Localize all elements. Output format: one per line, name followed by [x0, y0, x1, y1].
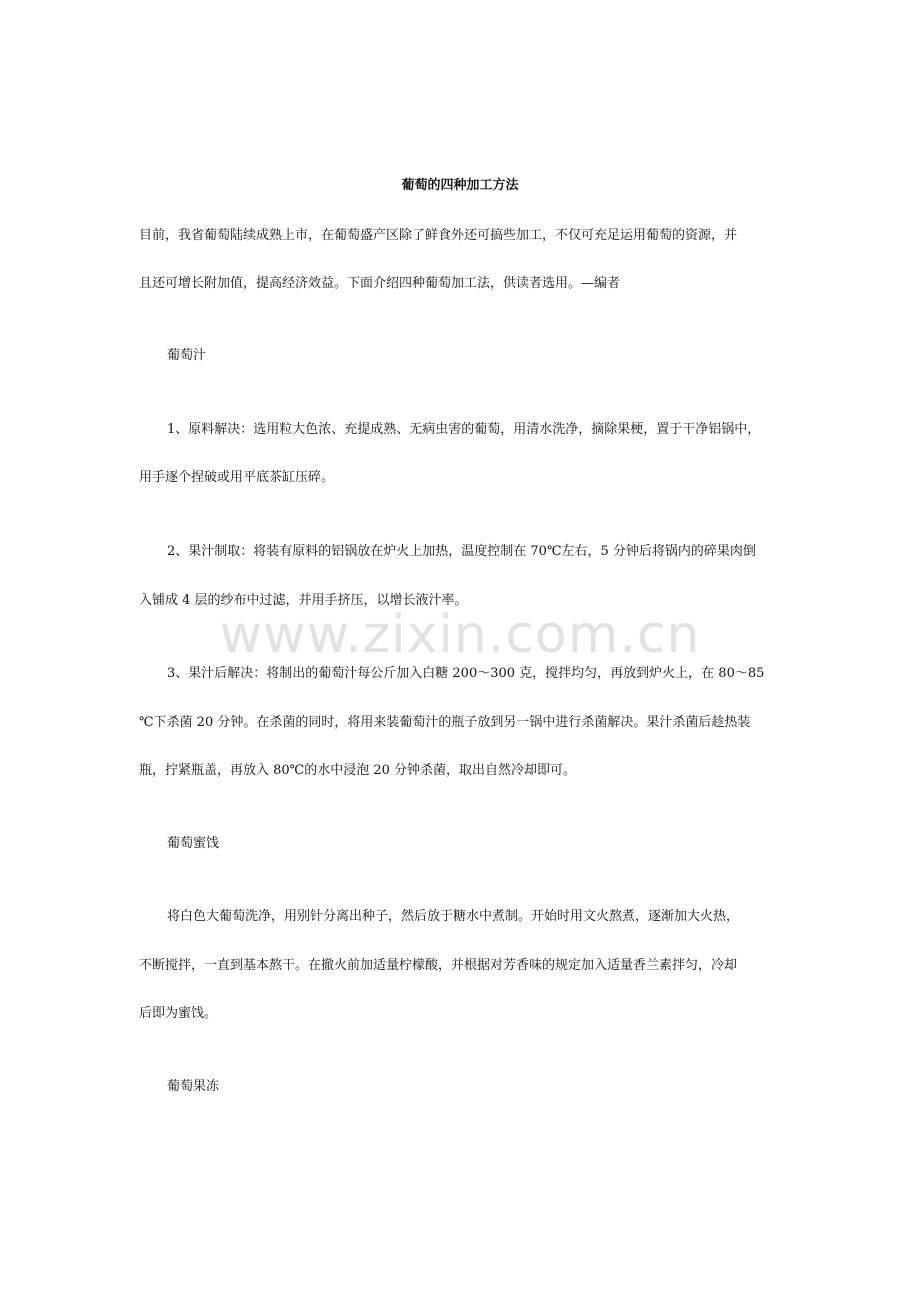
juice-step3-line-1: 3、果汁后解决：将制出的葡萄汁每公斤加入白糖 200～300 克，搅拌均匀，再放到炉火上，在 80～85	[167, 666, 765, 681]
intro-line-2: 且还可增长附加值，提高经济效益。下面介绍四种葡萄加工法，供读者选用。—编者	[139, 276, 621, 291]
juice-step3-line-3: 瓶，拧紧瓶盖，再放入 80℃的水中浸泡 20 分钟杀菌，取出自然冷却即可。	[139, 763, 577, 778]
juice-step2-line-2: 入铺成 4 层的纱布中过滤，并用手挤压，以增长液汁率。	[139, 593, 468, 608]
candied-body-line-1: 将白色大葡萄洗净，用别针分离出种子，然后放于糖水中煮制。开始时用文火熬煮，逐渐加大火热，	[167, 909, 740, 924]
document-title: 葡萄的四种加工方法	[401, 178, 519, 193]
section-heading-jelly: 葡萄果冻	[167, 1079, 220, 1094]
juice-step1-line-1: 1、原料解决：选用粒大色浓、充提成熟、无病虫害的葡萄，用清水洗净，摘除果梗，置于干净铝锅中，	[167, 422, 761, 437]
juice-step3-line-2: ℃下杀菌 20 分钟。在杀菌的同时，将用来装葡萄汁的瓶子放到另一锅中进行杀菌解决。果汁杀菌后趁热装	[139, 715, 751, 730]
juice-step2-line-1: 2、果汁制取：将装有原料的铝锅放在炉火上加热，温度控制在 70℃左右，5 分钟后将锅内的碎果肉倒	[167, 544, 756, 559]
section-heading-candied: 葡萄蜜饯	[167, 836, 220, 851]
juice-step1-line-2: 用手逐个捏破或用平底茶缸压碎。	[139, 470, 335, 485]
watermark-text: www.zixin.com.cn	[219, 605, 701, 665]
section-heading-juice: 葡萄汁	[167, 348, 207, 363]
candied-body-line-2: 不断搅拌，一直到基本熬干。在撤火前加适量柠檬酸，并根据对芳香味的规定加入适量香兰素拌匀，冷却	[139, 958, 738, 973]
intro-line-1: 目前，我省葡萄陆续成熟上市，在葡萄盛产区除了鲜食外还可搞些加工，不仅可充足运用葡萄的资源，并	[139, 228, 738, 243]
candied-body-line-3: 后即为蜜饯。	[139, 1006, 218, 1021]
